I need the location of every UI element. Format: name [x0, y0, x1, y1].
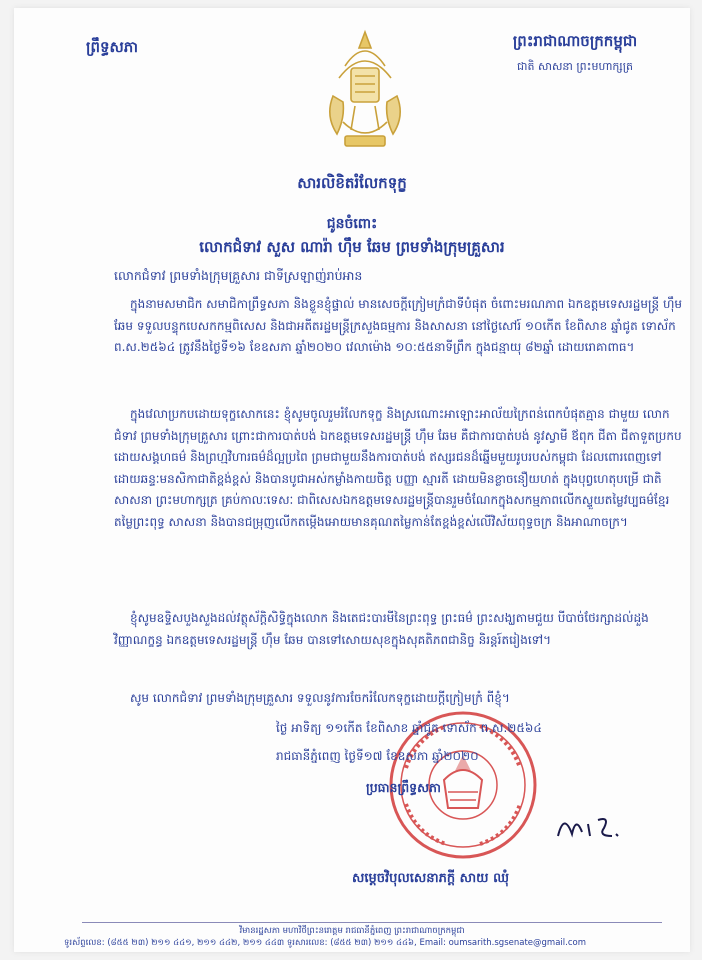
footer-address: វិមានរដ្ឋសភា មហាវិថីព្រះនរោត្តម រាជធានីភ្នំពេញ ព្រះរាជាណាចក្រកម្ពុជា	[239, 926, 465, 936]
kingdom-header	[470, 32, 680, 76]
recipient-name: លោកជំទាវ សួស ណារ៉ា ហ៊ឹម ឆែម ព្រមទាំងក្រុមគ្រួសារ	[199, 238, 505, 256]
footer-divider	[82, 922, 662, 923]
addressed-to-label: ជូនចំពោះ	[326, 216, 378, 232]
body-paragraph-2: ក្នុងវេលាប្រកបដោយទុក្ខសោកនេះ ខ្ញុំសូមចូលរួមរំលែកទុក្ខ និងស្រណោះអាឡោះអាល័យក្រៃពន់ពេកបំផុតគ្មាន ជាមួយ លោកជំទាវ ព្រមទាំងក្រុមគ្រួសារ ព្រោះជាការបាត់បង់ ឯកឧត្តមទេសរដ្ឋមន្ត្រី ហ៊ឹម ឆែម គឺជាការបាត់បង់ នូវស្វាមី ឪពុក ជីតា ជីតាទួតប្រកបដោយសង្គហធម៌ និងព្រហ្មវិហារធម៌ដ៏ល្អប្រពៃ ព្រមជាមួយនឹងការបាត់បង់ ឥស្សរជនដ៏ឆ្នើមមួយរូបរបស់កម្ពុជា ដែលពោរពេញទៅដោយឆន្ទៈមនសិកាជាតិខ្ពង់ខ្ពស់ និងបានបូជាអស់កម្លាំងកាយចិត្ត បញ្ញា ស្មារតី ដោយមិនខ្លាចនឿយហត់ ក្នុងបុព្វហេតុបម្រើ ជាតិ សាសនា ព្រះមហាក្សត្រ គ្រប់កាលៈទេសៈ ជាពិសេសឯកឧត្តមទេសរដ្ឋមន្ត្រីបានរួមចំណែកក្នុងសកម្មភាពលើកស្ទួយតម្លៃវប្បធម៌ខ្មែរ តម្លៃព្រះពុទ្ធ សាសនា និងបានជម្រុញលើកតម្កើងអោយមានគុណតម្លៃកាន់តែខ្ពង់ខ្ពស់លើវិស័យពុទ្ធចក្រ និងអាណាចក្រ។	[114, 407, 682, 529]
signer-name: សម្ដេចវិបុលសេនាភក្ដី សាយ ឈុំ	[352, 871, 509, 886]
footer-contacts: ទូរស័ព្ទលេខ: (៨៥៥ ២៣) ២១១ ៤៤១, ២១១ ៤៤២, ២១១ ៤៤៣ ទូរសារលេខ: (៨៥៥ ២៣) ២១១ ៤៤៦, Email: oumsarith.sgsenate@gmail.com	[64, 938, 586, 948]
body-paragraph-1: ក្នុងនាមសមាជិក សមាជិកាព្រឹទ្ធសភា និងខ្លួនខ្ញុំផ្ទាល់ មានសេចក្ដីក្រៀមក្រំជាទីបំផុត ចំពោះមរណភាព ឯកឧត្តមទេសរដ្ឋមន្ត្រី ហ៊ឹម ឆែម ទទួលបន្ទុកបេសកកម្មពិសេស និងជាអតីតរដ្ឋមន្ត្រីក្រសួងធម្មការ និងសាសនា នៅថ្ងៃសៅរ៍ ១០កើត ខែពិសាខ ឆ្នាំជូត ទោស័ក ព.ស.២៥៦៤ ត្រូវនឹងថ្ងៃទី១៦ ខែឧសភា ឆ្នាំ២០២០ វេលាម៉ោង ១០:៥៥នាទីព្រឹក ក្នុងជន្មាយុ ៨២ឆ្នាំ ដោយរោគាពាធ។	[114, 297, 682, 354]
royal-emblem-icon	[315, 26, 415, 156]
body-paragraph-3: ខ្ញុំសូមឧទ្ទិសបួងសួងដល់វត្ថុស័ក្តិសិទ្ធិក្នុងលោក និងតេជះបារមីនៃព្រះពុទ្ធ ព្រះធម៌ ព្រះសង្ឃតាមជួយ បីបាច់ថែរក្សាដល់ដួងវិញ្ញាណក្ខន្ធ ឯកឧត្តមទេសរដ្ឋមន្ត្រី ហ៊ឹម ឆែម បានទៅសោយសុខក្នុងសុគតិភពជានិច្ច និរន្តរ៍តរៀងទៅ។	[114, 611, 649, 647]
greeting-line: លោកជំទាវ ព្រមទាំងក្រុមគ្រួសារ ជាទីស្រឡាញ់រាប់អាន	[114, 268, 363, 283]
letter-title: សារលិខិតរំលែកទុក្ខ	[297, 174, 407, 192]
lunar-date: ថ្ងៃ អាទិត្យ ១១កើត ខែពិសាខ ឆ្នាំជូត ទោស័ក ព.ស.២៥៦៤	[276, 721, 542, 735]
handwritten-signature-icon	[554, 806, 624, 846]
kingdom-title: ព្រះរាជាណាចក្រកម្ពុជា	[512, 32, 638, 50]
body-paragraph-4: សូម លោកជំទាវ ព្រមទាំងក្រុមគ្រួសារ ទទួលនូវការចែករំលែកទុក្ខដោយក្ដីក្រៀមក្រំ ពីខ្ញុំ។	[130, 691, 510, 705]
solar-date: រាជធានីភ្នំពេញ ថ្ងៃទី១៧ ខែឧសភា ឆ្នាំ២០២០	[276, 749, 479, 763]
national-motto: ជាតិ សាសនា ព្រះមហាក្សត្រ	[517, 60, 633, 73]
senate-label: ព្រឹទ្ធសភា	[86, 38, 139, 56]
letter-sheet	[14, 8, 690, 952]
signer-role: ប្រធានព្រឹទ្ធសភា	[366, 780, 441, 795]
